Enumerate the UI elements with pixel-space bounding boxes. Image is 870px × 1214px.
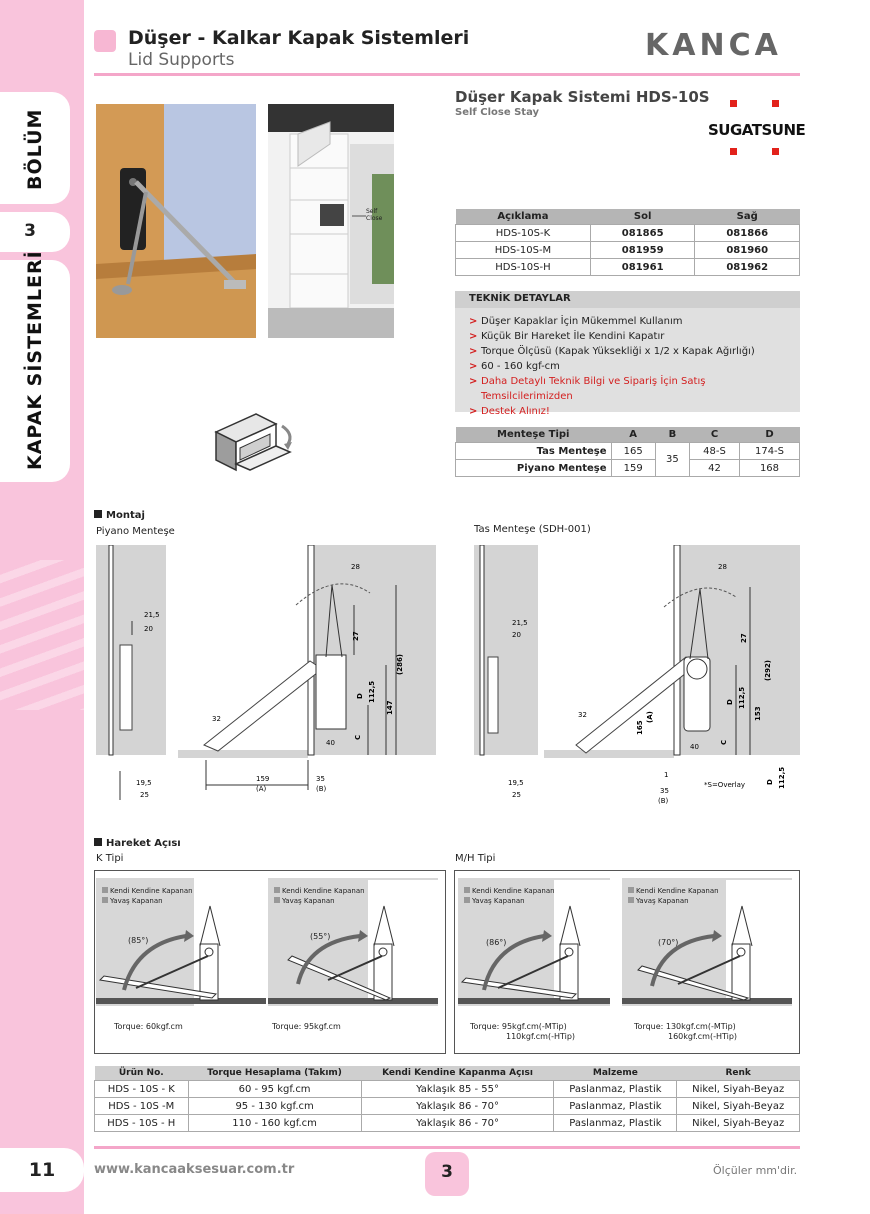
category-label: KAPAK SİSTEMLERİ [24, 250, 46, 470]
svg-text:32: 32 [212, 715, 221, 723]
table-header [456, 427, 800, 443]
list-item: > Düşer Kapaklar İçin Mükemmel Kullanım [469, 314, 800, 329]
svg-text:D: D [356, 693, 364, 699]
svg-text:21,5: 21,5 [144, 611, 160, 619]
col-header: Açıklama [456, 209, 591, 225]
technical-list [469, 314, 800, 419]
table-cell: 081962 [695, 259, 800, 276]
legend-1 [102, 886, 193, 906]
table-cell: Nikel, Siyah-Beyaz [677, 1098, 800, 1115]
brand-logo: KANCA [645, 28, 782, 63]
angle-label: (85°) [128, 936, 149, 945]
hareket-heading [94, 838, 181, 849]
col-header: Ürün No. [95, 1066, 189, 1081]
table-cell: 081866 [695, 225, 800, 242]
table-cell: Tas Menteşe [456, 443, 612, 460]
sugatsune-logo [708, 100, 806, 156]
table-row [95, 1115, 800, 1132]
angle-label: (70°) [658, 938, 679, 947]
svg-text:112,5: 112,5 [738, 686, 746, 709]
table-cell: 081960 [695, 242, 800, 259]
table-row [456, 460, 800, 477]
spec-table [94, 1066, 800, 1132]
table-cell: HDS-10S-H [456, 259, 591, 276]
footer-note: Ölçüler mm'dir. [713, 1164, 798, 1177]
sidebar [0, 0, 84, 1214]
legend-text: Kendi Kendine Kapanan [636, 887, 719, 895]
product-photo-kitchen [268, 104, 394, 338]
torque-value: Torque: 60kgf.cm [114, 1022, 183, 1031]
svg-text:35: 35 [316, 775, 325, 783]
torque-value: Torque: 95kgf.cm [272, 1022, 341, 1031]
svg-text:(A): (A) [256, 785, 267, 793]
table-cell: Paslanmaz, Plastik [554, 1115, 677, 1132]
montaj-diagram-piano [96, 545, 436, 805]
table-cell: HDS - 10S -M [95, 1098, 189, 1115]
col-header: D [739, 427, 799, 443]
section-label: BÖLÜM [24, 108, 46, 190]
svg-text:27: 27 [740, 633, 748, 643]
col-header: A [611, 427, 655, 443]
footer-section-number: 3 [425, 1152, 469, 1196]
svg-text:20: 20 [512, 631, 521, 639]
table-cell: 95 - 130 kgf.cm [188, 1098, 361, 1115]
svg-text:35: 35 [660, 787, 669, 795]
table-cell: Yaklaşık 85 - 55° [361, 1081, 554, 1098]
table-row [456, 225, 800, 242]
list-item: > Torque Ölçüsü (Kapak Yüksekliği x 1/2 x Kapak Ağırlığı) [469, 344, 800, 359]
page-subtitle: Lid Supports [128, 50, 235, 70]
svg-text:(B): (B) [658, 797, 669, 805]
header-divider [94, 73, 800, 76]
svg-text:(286): (286) [396, 653, 404, 675]
svg-text:32: 32 [578, 711, 587, 719]
col-header: Torque Hesaplama (Takım) [188, 1066, 361, 1081]
table-header [95, 1066, 800, 1081]
svg-text:(292): (292) [764, 659, 772, 681]
table-cell: 48-S [690, 443, 740, 460]
svg-text:(B): (B) [316, 785, 327, 793]
svg-text:112,5: 112,5 [368, 680, 376, 703]
table-cell: Piyano Menteşe [456, 460, 612, 477]
maker-name: SUGATSUNE [708, 121, 806, 139]
table-cell: 159 [611, 460, 655, 477]
legend-text: Yavaş Kapanan [472, 897, 525, 905]
svg-text:165: 165 [636, 720, 644, 735]
table-cell: HDS - 10S - K [95, 1081, 189, 1098]
table-cell: Yaklaşık 86 - 70° [361, 1098, 554, 1115]
montaj-heading [94, 510, 145, 521]
section-label-box [0, 92, 70, 204]
svg-text:19,5: 19,5 [136, 779, 152, 787]
legend-text: Yavaş Kapanan [110, 897, 163, 905]
section-number: 3 [24, 221, 36, 241]
legend-4 [628, 886, 719, 906]
col-header: Menteşe Tipi [456, 427, 612, 443]
svg-text:147: 147 [386, 700, 394, 715]
torque-text [114, 1022, 183, 1032]
svg-text:112,5: 112,5 [778, 766, 786, 789]
page-title: Düşer - Kalkar Kapak Sistemleri [128, 27, 470, 49]
table-cell: Yaklaşık 86 - 70° [361, 1115, 554, 1132]
legend-text: Yavaş Kapanan [282, 897, 335, 905]
sidebar-stripes [0, 560, 84, 710]
col-header: C [690, 427, 740, 443]
svg-text:40: 40 [690, 743, 699, 751]
k-type-label: K Tipi [96, 853, 124, 864]
page-number: 11 [0, 1148, 84, 1192]
table-row [95, 1098, 800, 1115]
montaj-right-label: Tas Menteşe (SDH-001) [474, 524, 591, 535]
technical-details [455, 291, 800, 417]
technical-heading: TEKNİK DETAYLAR [455, 291, 800, 308]
table-cell: 165 [611, 443, 655, 460]
svg-text:D: D [726, 699, 734, 705]
table-cell: 081961 [590, 259, 695, 276]
table-cell: 081865 [590, 225, 695, 242]
angle-label: (55°) [310, 932, 331, 941]
angle-label: (86°) [486, 938, 507, 947]
legend-text: Kendi Kendine Kapanan [282, 887, 365, 895]
montaj-diagram-cup [474, 545, 800, 810]
table-cell: 35 [655, 443, 689, 477]
svg-text:D: D [766, 779, 774, 785]
torque-value: Torque: 95kgf.cm(-MTip) [470, 1022, 567, 1031]
list-item: > Daha Detaylı Teknik Bilgi ve Sipariş İçin Satış Temsilcilerimizden [469, 374, 800, 404]
col-header: Malzeme [554, 1066, 677, 1081]
svg-text:19,5: 19,5 [508, 779, 524, 787]
mh-type-label: M/H Tipi [455, 853, 496, 864]
table-cell: HDS - 10S - H [95, 1115, 189, 1132]
table-cell: Nikel, Siyah-Beyaz [677, 1115, 800, 1132]
svg-text:21,5: 21,5 [512, 619, 528, 627]
svg-text:(A): (A) [646, 711, 654, 723]
legend-text: Kendi Kendine Kapanan [472, 887, 555, 895]
list-item: > Küçük Bir Hareket İle Kendini Kapatır [469, 329, 800, 344]
torque-value: 110kgf.cm(-HTip) [506, 1032, 576, 1041]
category-box [0, 250, 70, 482]
svg-text:*S=Overlay: *S=Overlay [704, 781, 746, 789]
svg-text:159: 159 [256, 775, 270, 783]
legend-text: Kendi Kendine Kapanan [110, 887, 193, 895]
svg-text:153: 153 [754, 706, 762, 721]
col-header: Sağ [695, 209, 800, 225]
footer-divider [94, 1146, 800, 1149]
table-cell: 174-S [739, 443, 799, 460]
table-cell: Paslanmaz, Plastik [554, 1098, 677, 1115]
torque-text [470, 1022, 575, 1042]
legend-2 [274, 886, 365, 906]
footer-url[interactable]: www.kancaaksesuar.com.tr [94, 1162, 295, 1177]
table-cell: Paslanmaz, Plastik [554, 1081, 677, 1098]
svg-text:25: 25 [512, 791, 521, 799]
table-cell: 168 [739, 460, 799, 477]
svg-text:C: C [720, 739, 728, 745]
codes-table [455, 209, 800, 276]
svg-text:40: 40 [326, 739, 335, 747]
table-row [456, 443, 800, 460]
hareket-heading-text: Hareket Açısı [106, 838, 181, 849]
torque-value: 160kgf.cm(-HTip) [668, 1032, 738, 1041]
svg-text:20: 20 [144, 625, 153, 633]
table-cell: 60 - 95 kgf.cm [188, 1081, 361, 1098]
svg-text:28: 28 [351, 563, 360, 571]
svg-text:C: C [354, 734, 362, 740]
product-photo-closeup [96, 104, 256, 338]
col-header: Renk [677, 1066, 800, 1081]
torque-text [634, 1022, 737, 1042]
table-row [95, 1081, 800, 1098]
table-row [456, 259, 800, 276]
montaj-left-label: Piyano Menteşe [96, 526, 175, 537]
torque-value: Torque: 130kgf.cm(-MTip) [634, 1022, 736, 1031]
table-cell: HDS-10S-M [456, 242, 591, 259]
hinge-table [455, 427, 800, 477]
photo-label: Self Close [366, 208, 383, 222]
svg-text:28: 28 [718, 563, 727, 571]
table-header [456, 209, 800, 225]
list-item-continued: > 60 - 160 kgf-cm [469, 359, 800, 374]
torque-text [272, 1022, 341, 1032]
table-cell: 42 [690, 460, 740, 477]
list-item-continued: > Destek Alınız! [469, 404, 800, 419]
section-number-box [0, 212, 70, 252]
product-subtitle: Self Close Stay [455, 107, 540, 118]
legend-text: Yavaş Kapanan [636, 897, 689, 905]
col-header: Sol [590, 209, 695, 225]
table-cell: Nikel, Siyah-Beyaz [677, 1081, 800, 1098]
table-cell: 110 - 160 kgf.cm [188, 1115, 361, 1132]
cabinet-icon [210, 404, 300, 474]
product-title: Düşer Kapak Sistemi HDS-10S [455, 88, 710, 106]
svg-text:25: 25 [140, 791, 149, 799]
table-cell: HDS-10S-K [456, 225, 591, 242]
header-square [94, 30, 116, 52]
col-header: Kendi Kendine Kapanma Açısı [361, 1066, 554, 1081]
table-row [456, 242, 800, 259]
svg-text:1: 1 [664, 771, 669, 779]
svg-text:27: 27 [352, 631, 360, 641]
col-header: B [655, 427, 689, 443]
table-cell: 081959 [590, 242, 695, 259]
montaj-heading-text: Montaj [106, 510, 145, 521]
legend-3 [464, 886, 555, 906]
